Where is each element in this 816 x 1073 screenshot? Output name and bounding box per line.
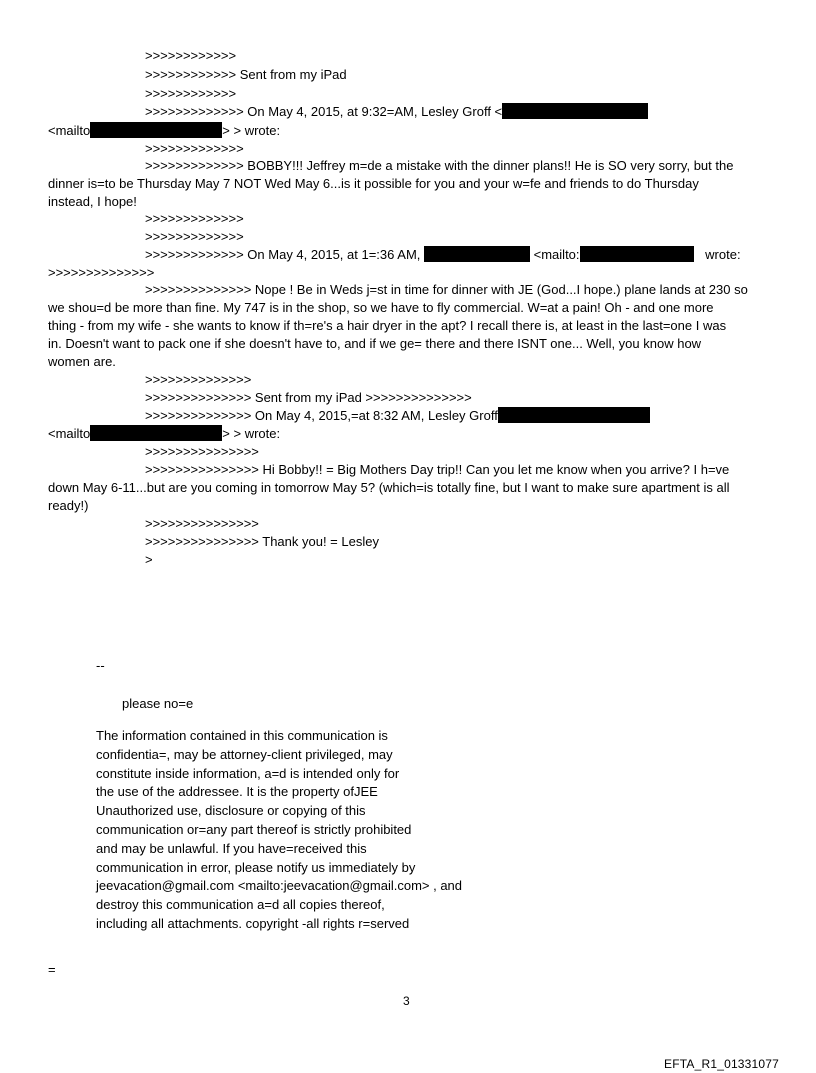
body-line: instead, I hope!: [48, 194, 137, 209]
signature-please: please no=e: [122, 696, 194, 711]
header-line-lesley: [145, 103, 648, 121]
mailto-line: [48, 425, 280, 443]
mailto-text: <mailto: [48, 426, 91, 441]
disclaimer-line: destroy this communication a=d all copies thereof,: [96, 897, 385, 913]
quote-line: >: [145, 552, 153, 567]
disclaimer-line: confidentia=, may be attorney-client privileged, may: [96, 746, 393, 762]
quote-line: >>>>>>>>>>>>>: [145, 141, 244, 156]
quote-line: >>>>>>>>>>>>: [145, 48, 237, 63]
body-line: down May 6-11...but are you coming in tomorrow May 5? (which=is totally fine, but I want to make sure apartment is all: [48, 480, 730, 495]
body-line: ready!): [48, 498, 89, 513]
wrote-text: > > wrote:: [222, 426, 281, 441]
header-line-lesley-2: [145, 407, 650, 425]
body-line: >>>>>>>>>>>>>> Nope ! Be in Weds j=st in time for dinner with JE (God...I hope.) plane lands at 230 so: [145, 282, 748, 297]
disclaimer-line: communication in error, please notify us immediately by: [96, 859, 416, 875]
disclaimer-line: jeevacation@gmail.com <mailto:jeevacation@gmail.com> , and: [96, 878, 463, 894]
disclaimer-line: and may be unlawful. If you have=received this: [96, 840, 367, 856]
quote-line: >>>>>>>>>>>>>>>: [145, 516, 259, 531]
body-line: women are.: [48, 354, 116, 369]
body-line: >>>>>>>>>>>>> BOBBY!!! Jeffrey m=de a mistake with the dinner plans!! He is SO very sorry, but the: [145, 158, 734, 173]
quote-line: >>>>>>>>>>>>>: [145, 211, 244, 226]
quote-line: >>>>>>>>>>>>: [145, 86, 237, 101]
quote-line: >>>>>>>>>>>>>>: [145, 372, 252, 387]
disclaimer-line: communication or=any part thereof is strictly prohibited: [96, 821, 412, 837]
mailto-text: <mailto: [48, 123, 91, 138]
redaction-box: [580, 246, 694, 262]
body-line: we shou=d be more than fine. My 747 is in the shop, so we have to fly commercial. W=at a pain! Oh - and one more: [48, 300, 714, 315]
header-text: >>>>>>>>>>>>> On May 4, 2015, at 1=:36 AM,: [145, 247, 421, 262]
disclaimer-line: including all attachments. copyright -all rights r=served: [96, 915, 410, 931]
disclaimer-line: Unauthorized use, disclosure or copying of this: [96, 803, 366, 819]
header-text: >>>>>>>>>>>>>> On May 4, 2015,=at 8:32 AM, Lesley Groff: [145, 408, 498, 423]
wrote-text: wrote:: [705, 247, 741, 262]
mailto-line: [48, 122, 280, 140]
body-line: >>>>>>>>>>>>>>> Hi Bobby!! = Big Mothers Day trip!! Can you let me know when you arrive? I h=ve: [145, 462, 730, 477]
signature-dash: --: [96, 658, 105, 673]
body-line: dinner is=to be Thursday May 7 NOT Wed May 6...is it possible for you and your w=fe and friends to do Thursday: [48, 176, 699, 191]
disclaimer: [96, 727, 462, 934]
quote-line: >>>>>>>>>>>>>> Sent from my iPad >>>>>>>>>>>>>>: [145, 390, 472, 405]
redaction-box: [498, 407, 650, 423]
disclaimer-line: The information contained in this communication is: [96, 728, 388, 743]
quote-line: >>>>>>>>>>>> Sent from my iPad: [145, 67, 347, 82]
quote-line: >>>>>>>>>>>>>>: [48, 265, 155, 280]
redaction-box: [90, 122, 222, 138]
mailto-text: <mailto:: [533, 247, 580, 262]
redaction-box: [502, 103, 648, 119]
disclaimer-line: the use of the addressee. It is the property ofJEE: [96, 784, 378, 800]
page-number: 3: [403, 994, 410, 1008]
redaction-box: [90, 425, 222, 441]
body-line: in. Doesn't want to pack one if she doesn't have to, and if we ge= there and there ISNT one... Well, you know how: [48, 336, 702, 351]
body-line: thing - from my wife - she wants to know if th=re's a hair dryer in the apt? I recall there is, at least in the last=one I was: [48, 318, 727, 333]
wrote-text: > > wrote:: [222, 123, 281, 138]
body-line: >>>>>>>>>>>>>>> Thank you! = Lesley: [145, 534, 379, 549]
quote-line: >>>>>>>>>>>>>: [145, 229, 244, 244]
bates-number: EFTA_R1_01331077: [664, 1057, 780, 1071]
redaction-box: [424, 246, 530, 262]
disclaimer-line: constitute inside information, a=d is intended only for: [96, 765, 400, 781]
quote-line: >>>>>>>>>>>>>>>: [145, 444, 259, 459]
trailing-equals: =: [48, 962, 56, 977]
header-text: >>>>>>>>>>>>> On May 4, 2015, at 9:32=AM, Lesley Groff <: [145, 104, 503, 119]
header-line-bobby: [145, 246, 741, 264]
